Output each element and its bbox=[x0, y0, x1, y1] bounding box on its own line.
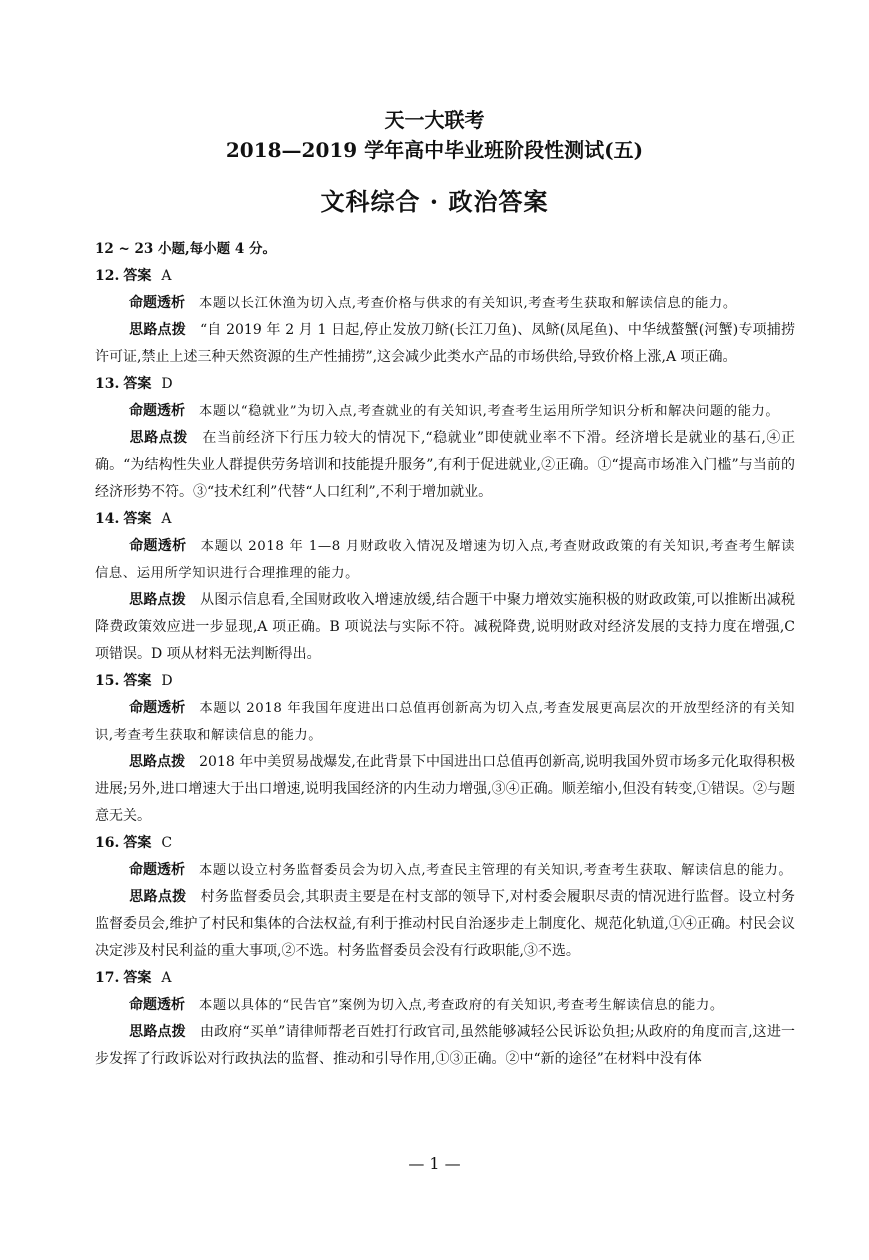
answer-choice: D bbox=[161, 673, 173, 689]
answer-choice: D bbox=[161, 376, 173, 392]
solution-hint-label: 思路点拨 bbox=[129, 889, 187, 905]
question-analysis-text: 本题以“稳就业”为切入点,考查就业的有关知识,考查考生运用所学知识分析和解决问题的能力。 bbox=[199, 404, 780, 419]
solution-hint bbox=[95, 749, 795, 830]
solution-hint-label: 思路点拨 bbox=[129, 430, 188, 446]
question-analysis-text: 本题以具体的“民告官”案例为切入点,考查政府的有关知识,考查考生解读信息的能力。 bbox=[199, 998, 724, 1013]
solution-hint-text: 村务监督委员会,其职责主要是在村支部的领导下,对村委会履职尽责的情况进行监督。设立村务监督委员会,维护了村民和集体的合法权益,有利于推动村民自治逐步走上制度化、规范化轨道,①④正确。村民会议决定涉及村民利益的重大事项,②不选。村务监督委员会没有行政职能,③不选。 bbox=[95, 889, 796, 959]
solution-hint bbox=[95, 1019, 795, 1073]
question-block bbox=[95, 830, 795, 965]
answer-label: 答案 bbox=[123, 376, 152, 392]
question-answer-line bbox=[95, 371, 795, 398]
answer-choice: A bbox=[161, 268, 172, 284]
solution-hint-label: 思路点拨 bbox=[129, 1024, 186, 1040]
question-analysis-text: 本题以设立村务监督委员会为切入点,考查民主管理的有关知识,考查考生获取、解读信息的能力。 bbox=[199, 863, 793, 878]
question-answer-line bbox=[95, 668, 795, 695]
subject-title: 文科综合 · 政治答案 bbox=[320, 187, 549, 216]
question-analysis-label: 命题透析 bbox=[129, 295, 185, 311]
scoring-note: 12 ~ 23 小题,每小题 4 分。 bbox=[95, 241, 276, 257]
question-answer-line bbox=[95, 965, 795, 992]
solution-hint-text: “自 2019 年 2 月 1 日起,停止发放刀鲚(长江刀鱼)、凤鲚(凤尾鱼)、中华绒螯蟹(河蟹)专项捕捞许可证,禁止上述三种天然资源的生产性捕捞”,这会减少此类水产品的市场供给,导致价格上涨,A 项正确。 bbox=[95, 322, 795, 365]
solution-hint bbox=[95, 884, 795, 965]
solution-hint-text: 由政府“买单”请律师帮老百姓打行政官司,虽然能够减轻公民诉讼负担;从政府的角度而言,这进一步发挥了行政诉讼对行政执法的监督、推动和引导作用,①③正确。②中“新的途径”在材料中没有体 bbox=[95, 1024, 795, 1067]
question-block bbox=[95, 965, 795, 1073]
question-block bbox=[95, 506, 795, 668]
question-number: 17. bbox=[95, 970, 120, 986]
question-number: 12. bbox=[95, 268, 120, 284]
answer-label: 答案 bbox=[123, 970, 152, 986]
question-number: 14. bbox=[95, 511, 120, 527]
answer-choice: A bbox=[161, 970, 172, 986]
exam-name-title: 2018—2019 学年高中毕业班阶段性测试(五) bbox=[225, 138, 644, 162]
question-analysis-label: 命题透析 bbox=[129, 403, 185, 419]
question-analysis-text: 本题以长江休渔为切入点,考查价格与供求的有关知识,考查考生获取和解读信息的能力。 bbox=[199, 296, 737, 311]
question-analysis bbox=[95, 992, 795, 1019]
answer-choice: C bbox=[161, 835, 173, 851]
answer-label: 答案 bbox=[123, 835, 152, 851]
solution-hint-text: 在当前经济下行压力较大的情况下,“稳就业”即使就业率不下滑。经济增长是就业的基石,④正确。“为结构性失业人群提供劳务培训和技能提升服务”,有利于促进就业,②正确。①“提高市场准入门槛”与当前的经济形势不符。③“技术红利”代替“人口红利”,不利于增加就业。 bbox=[95, 430, 796, 500]
question-list bbox=[95, 263, 795, 1073]
question-block bbox=[95, 263, 795, 371]
question-answer-line bbox=[95, 263, 795, 290]
page-number: — 1 — bbox=[408, 1154, 461, 1173]
question-block bbox=[95, 668, 795, 830]
question-analysis bbox=[95, 398, 795, 425]
question-number: 13. bbox=[95, 376, 120, 392]
answer-content bbox=[95, 236, 795, 1073]
question-analysis-label: 命题透析 bbox=[129, 997, 185, 1013]
solution-hint bbox=[95, 587, 795, 668]
question-analysis-text: 本题以 2018 年 1—8 月财政收入情况及增速为切入点,考查财政政策的有关知识,考查考生解读信息、运用所学知识进行合理推理的能力。 bbox=[95, 539, 796, 581]
question-block bbox=[95, 371, 795, 506]
solution-hint-label: 思路点拨 bbox=[129, 592, 186, 608]
exam-organizer-title: 天一大联考 bbox=[384, 108, 485, 132]
solution-hint-label: 思路点拨 bbox=[129, 754, 186, 770]
question-analysis bbox=[95, 857, 795, 884]
solution-hint-text: 2018 年中美贸易战爆发,在此背景下中国进出口总值再创新高,说明我国外贸市场多元化取得积极进展;另外,进口增速大于出口增速,说明我国经济的内生动力增强,③④正确。顺差缩小,但没有转变,①错误。②与题意无关。 bbox=[95, 754, 796, 824]
answer-choice: A bbox=[161, 511, 172, 527]
solution-hint bbox=[95, 317, 795, 371]
question-analysis-text: 本题以 2018 年我国年度进出口总值再创新高为切入点,考查发展更高层次的开放型经济的有关知识,考查考生获取和解读信息的能力。 bbox=[95, 701, 796, 743]
question-analysis-label: 命题透析 bbox=[129, 538, 187, 554]
answer-label: 答案 bbox=[123, 673, 152, 689]
question-number: 16. bbox=[95, 835, 120, 851]
answer-label: 答案 bbox=[123, 268, 152, 284]
answer-label: 答案 bbox=[123, 511, 152, 527]
question-answer-line bbox=[95, 506, 795, 533]
question-analysis-label: 命题透析 bbox=[129, 862, 185, 878]
solution-hint-label: 思路点拨 bbox=[129, 322, 186, 338]
solution-hint bbox=[95, 425, 795, 506]
question-analysis bbox=[95, 290, 795, 317]
question-analysis bbox=[95, 695, 795, 749]
question-analysis-label: 命题透析 bbox=[129, 700, 186, 716]
question-analysis bbox=[95, 533, 795, 587]
question-answer-line bbox=[95, 830, 795, 857]
question-number: 15. bbox=[95, 673, 120, 689]
solution-hint-text: 从图示信息看,全国财政收入增速放缓,结合题干中聚力增效实施积极的财政政策,可以推断出减税降费政策效应进一步显现,A 项正确。B 项说法与实际不符。减税降费,说明财政对经济发展的支持力度在增强,C 项错误。D 项从材料无法判断得出。 bbox=[95, 592, 795, 662]
